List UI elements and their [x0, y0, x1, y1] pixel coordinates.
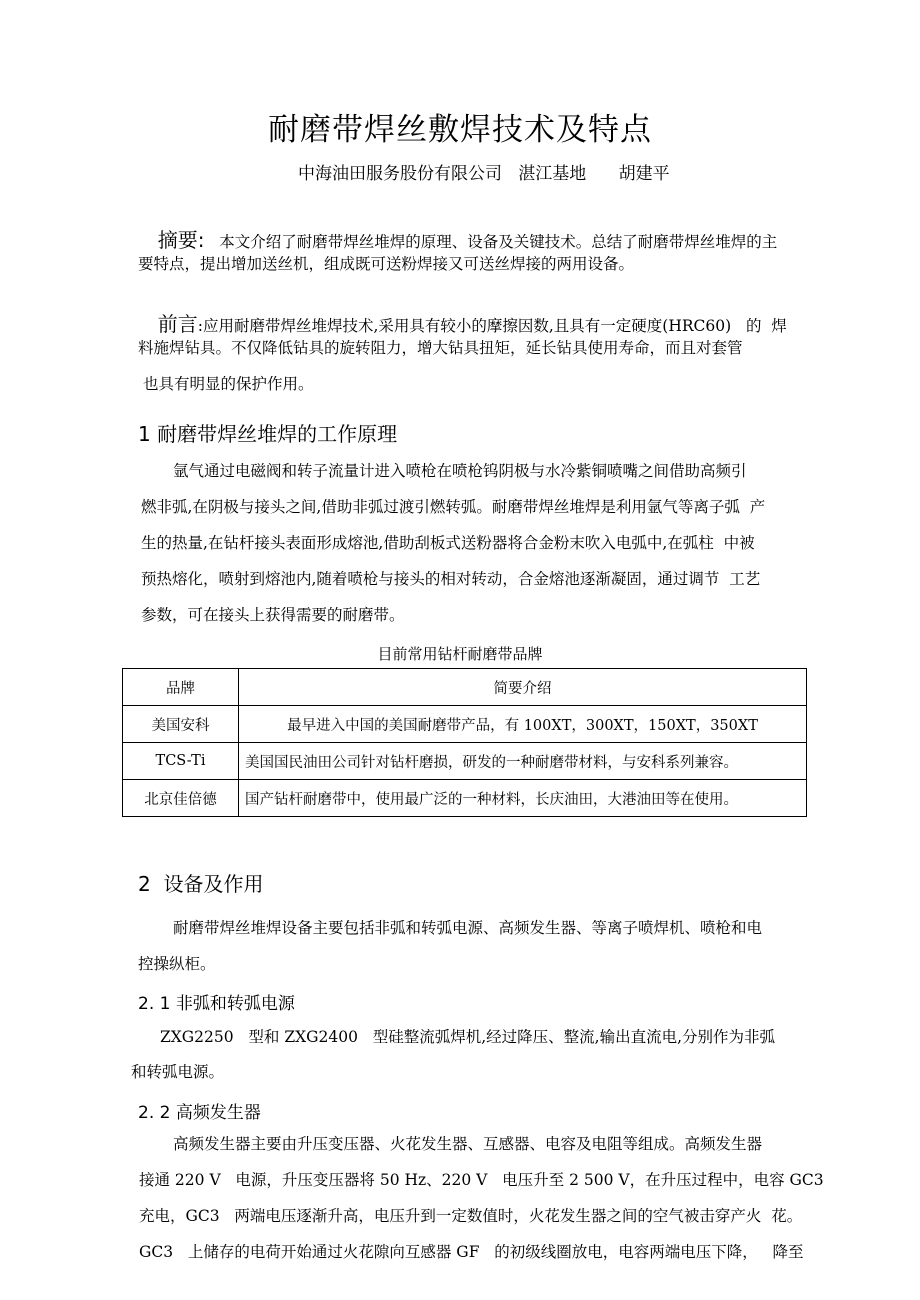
preface-text-1: :应用耐磨带焊丝堆焊技术,采用具有较小的摩擦因数,且具有一定硬度(HRC60) 的 焊	[197, 317, 787, 335]
author-line: 中海油田服务股份有限公司 湛江基地 胡建平	[298, 164, 670, 184]
brand-cell: TCS-Ti	[123, 743, 239, 780]
section-2-2-line: 高频发生器主要由升压变压器、火花发生器、互感器、电容及电阻等组成。高频发生器	[173, 1135, 763, 1153]
abstract-line-2: 要特点，提出增加送丝机，组成既可送粉焊接又可送丝焊接的两用设备。	[138, 255, 635, 273]
section-2-2-line: 充电，GC3 两端电压逐渐升高，电压升到一定数值时，火花发生器之间的空气被击穿产火 花。	[139, 1207, 803, 1225]
preface-line-2: 料施焊钻具。不仅降低钻具的旋转阻力，增大钻具扭矩，延长钻具使用寿命，而且对套管	[138, 339, 743, 357]
preface-label: 前言	[157, 312, 198, 336]
section-1-line: 参数，可在接头上获得需要的耐磨带。	[141, 606, 405, 624]
section-2-2-heading: 2. 2 高频发生器	[138, 1103, 261, 1123]
table-header-brand: 品牌	[123, 669, 239, 706]
brand-cell: 北京佳倍德	[123, 780, 239, 817]
section-2-2-line: 接通 220 V 电源，升压变压器将 50 Hz、220 V 电压升至 2 500 V，在升压过程中，电容 GC3	[139, 1171, 824, 1189]
desc-cell: 美国国民油田公司针对钻杆磨损，研发的一种耐磨带材料，与安科系列兼容。	[239, 743, 807, 780]
section-2-line: 耐磨带焊丝堆焊设备主要包括非弧和转弧电源、高频发生器、等离子喷焊机、喷枪和电	[173, 919, 763, 937]
section-2-line: 控操纵柜。	[138, 955, 216, 973]
section-1-heading: 1 耐磨带焊丝堆焊的工作原理	[138, 422, 398, 446]
brand-cell: 美国安科	[123, 706, 239, 743]
desc-cell: 国产钻杆耐磨带中，使用最广泛的一种材料，长庆油田，大港油田等在使用。	[239, 780, 807, 817]
preface-line-3: 也具有明显的保护作用。	[143, 375, 314, 393]
section-1-line: 预热熔化，喷射到熔池内,随着喷枪与接头的相对转动，合金熔池逐渐凝固，通过调节 工艺	[141, 570, 761, 588]
table-row	[123, 780, 807, 817]
section-2-2-line: GC3 上储存的电荷开始通过火花隙向互感器 GF 的初级线圈放电，电容两端电压下降， 降至	[139, 1243, 804, 1261]
section-1-line: 燃非弧,在阴极与接头之间,借助非弧过渡引燃转弧。耐磨带焊丝堆焊是利用氩气等离子弧 产	[141, 498, 766, 516]
table-header-row	[123, 669, 807, 706]
section-2-1-heading: 2. 1 非弧和转弧电源	[138, 994, 295, 1014]
section-2-1-line: 和转弧电源。	[131, 1063, 225, 1081]
section-2-heading: 2 设备及作用	[138, 872, 264, 896]
section-1-line: 生的热量,在钻杆接头表面形成熔池,借助刮板式送粉器将合金粉末吹入电弧中,在弧柱 中被	[141, 534, 755, 552]
table-row	[123, 743, 807, 780]
abstract-text-1: 本文介绍了耐磨带焊丝堆焊的原理、设备及关键技术。总结了耐磨带焊丝堆焊的主	[204, 233, 778, 251]
desc-cell: 最早进入中国的美国耐磨带产品，有 100XT，300XT，150XT，350XT	[239, 706, 807, 743]
table-caption: 目前常用钻杆耐磨带品牌	[377, 645, 543, 663]
section-2-1-line: ZXG2250 型和 ZXG2400 型硅整流弧焊机,经过降压、整流,输出直流电,分别作为非弧	[160, 1028, 776, 1046]
section-1-line: 氩气通过电磁阀和转子流量计进入喷枪在喷枪钨阴极与水冷紫铜喷嘴之间借助高频引	[173, 462, 747, 480]
brand-table	[122, 668, 807, 817]
abstract-label: 摘要:	[157, 228, 205, 252]
table-row	[123, 706, 807, 743]
table-header-desc: 简要介绍	[239, 669, 807, 706]
document-title: 耐磨带焊丝敷焊技术及特点	[268, 112, 652, 148]
